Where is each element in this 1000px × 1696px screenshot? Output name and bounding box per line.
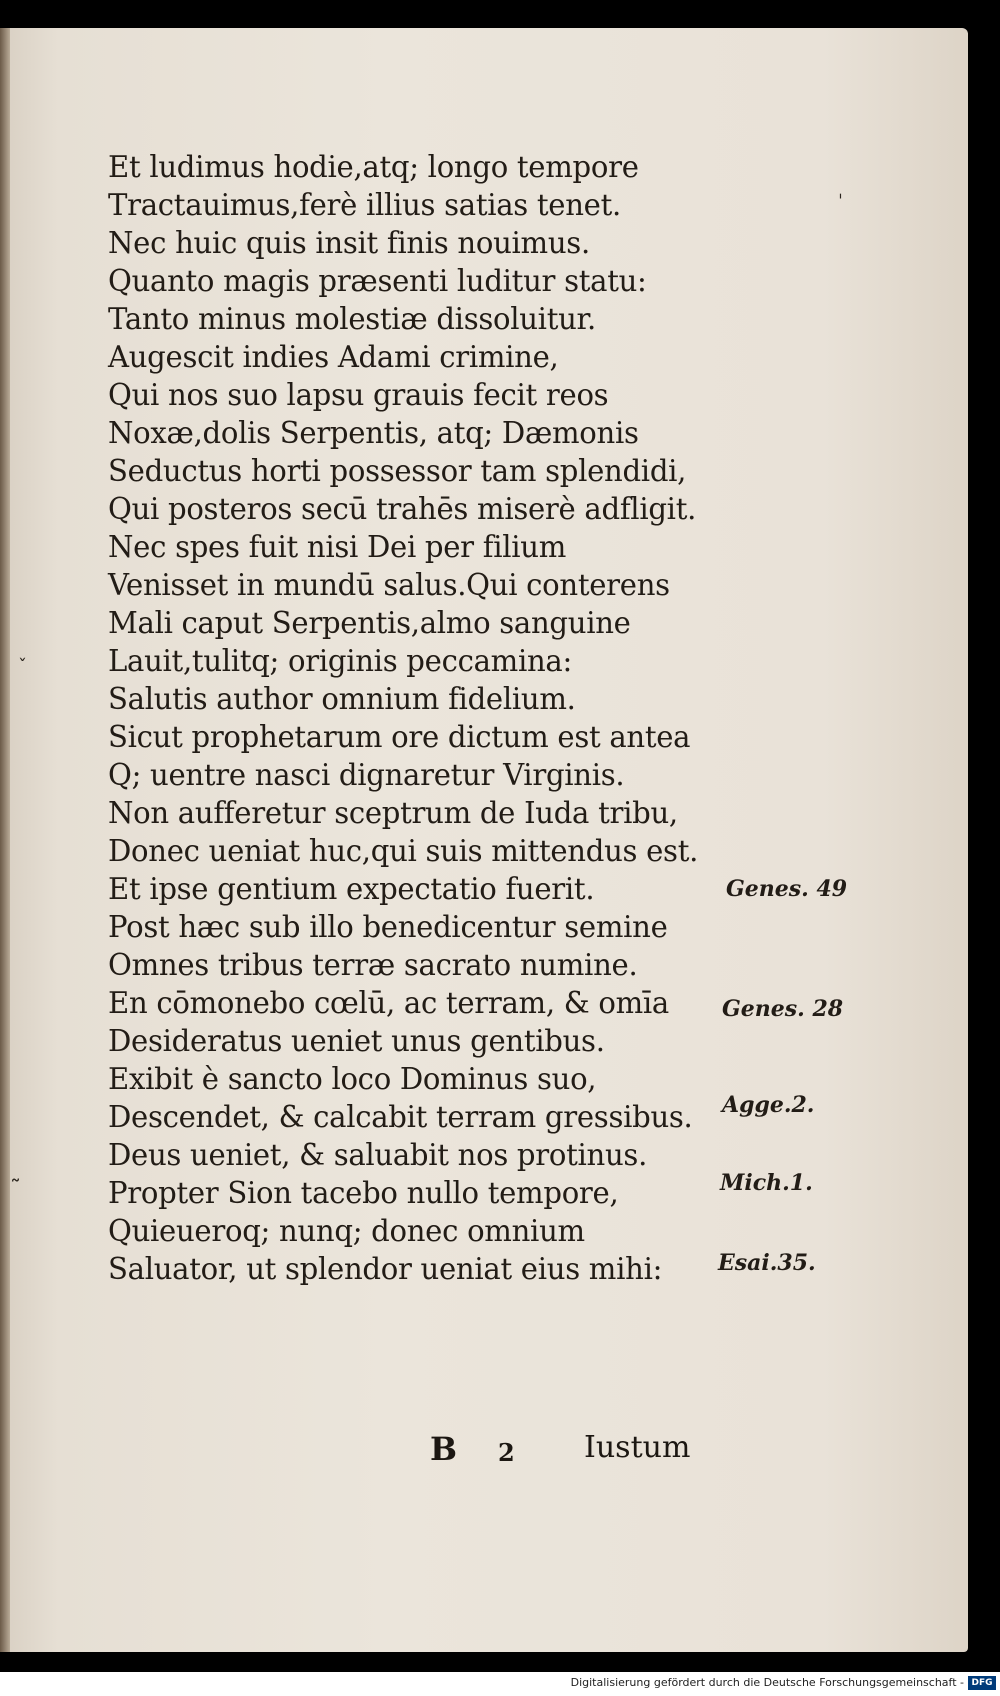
verse-line: Et ipse gentium expectatio fuerit.: [108, 872, 595, 907]
verse-line: Quanto magis præsenti luditur statu:: [108, 264, 647, 299]
verse-line: Propter Sion tacebo nullo tempore,: [108, 1176, 619, 1211]
margin-reference: Esai.35.: [718, 1250, 816, 1276]
page-gutter: [0, 28, 10, 1652]
verse-line: Saluator, ut splendor ueniat eius mihi:: [108, 1252, 663, 1287]
verse-line: Seductus horti possessor tam splendidi,: [108, 454, 687, 489]
dfg-logo: DFG: [968, 1676, 996, 1690]
verse-line: Q; uentre nasci dignaretur Virginis.: [108, 758, 625, 793]
verse-line: Venisset in mundū salus.Qui conterens: [108, 568, 670, 603]
margin-reference: Mich.1.: [720, 1170, 813, 1196]
catchword: Iustum: [584, 1430, 691, 1465]
margin-reference: Genes. 28: [722, 996, 844, 1022]
verse-line: Augescit indies Adami crimine,: [108, 340, 559, 375]
verse-line: Sicut prophetarum ore dictum est antea: [108, 720, 691, 755]
verse-line: Noxæ,dolis Serpentis, atq; Dæmonis: [108, 416, 639, 451]
verse-line: En cōmonebo cœlū, ac terram, & omīa: [108, 986, 669, 1021]
verse-line: Donec ueniat huc,qui suis mittendus est.: [108, 834, 699, 869]
digitization-footer: [0, 1672, 1000, 1696]
verse-line: Nec spes fuit nisi Dei per filium: [108, 530, 567, 565]
verse-line: Desideratus ueniet unus gentibus.: [108, 1024, 605, 1059]
margin-reference: Agge.2.: [722, 1092, 815, 1118]
verse-line: Salutis author omnium fidelium.: [108, 682, 576, 717]
ink-mark: ˌ: [838, 180, 843, 201]
verse-line: Post hæc sub illo benedicentur semine: [108, 910, 668, 945]
ink-mark: ˷: [10, 1158, 21, 1183]
footer-credit: Digitalisierung gefördert durch die Deutsche Forschungsgemeinschaft -: [570, 1676, 964, 1689]
book-page: [0, 28, 968, 1652]
verse-line: Quieueroq; nunq; donec omnium: [108, 1214, 585, 1249]
verse-line: Lauit,tulitq; originis peccamina:: [108, 644, 572, 679]
ink-mark: ˇ: [18, 656, 27, 677]
verse-line: Tractauimus,ferè illius satias tenet.: [108, 188, 621, 223]
verse-line: Deus ueniet, & saluabit nos protinus.: [108, 1138, 648, 1173]
verse-line: Mali caput Serpentis,almo sanguine: [108, 606, 631, 641]
verse-line: Qui posteros secū trahēs miserè adfligit.: [108, 492, 697, 527]
verse-line: Tanto minus molestiæ dissoluitur.: [108, 302, 596, 337]
verse-line: Qui nos suo lapsu grauis fecit reos: [108, 378, 609, 413]
verse-line: Et ludimus hodie,atq; longo tempore: [108, 150, 639, 185]
margin-reference: Genes. 49: [726, 876, 848, 902]
signature-letter: B: [430, 1430, 458, 1468]
verse-line: Descendet, & calcabit terram gressibus.: [108, 1100, 693, 1135]
verse-line: Nec huic quis insit finis nouimus.: [108, 226, 590, 261]
verse-line: Non aufferetur sceptrum de Iuda tribu,: [108, 796, 678, 831]
verse-line: Exibit è sancto loco Dominus suo,: [108, 1062, 597, 1097]
signature-number: 2: [498, 1438, 515, 1467]
verse-line: Omnes tribus terræ sacrato numine.: [108, 948, 638, 983]
